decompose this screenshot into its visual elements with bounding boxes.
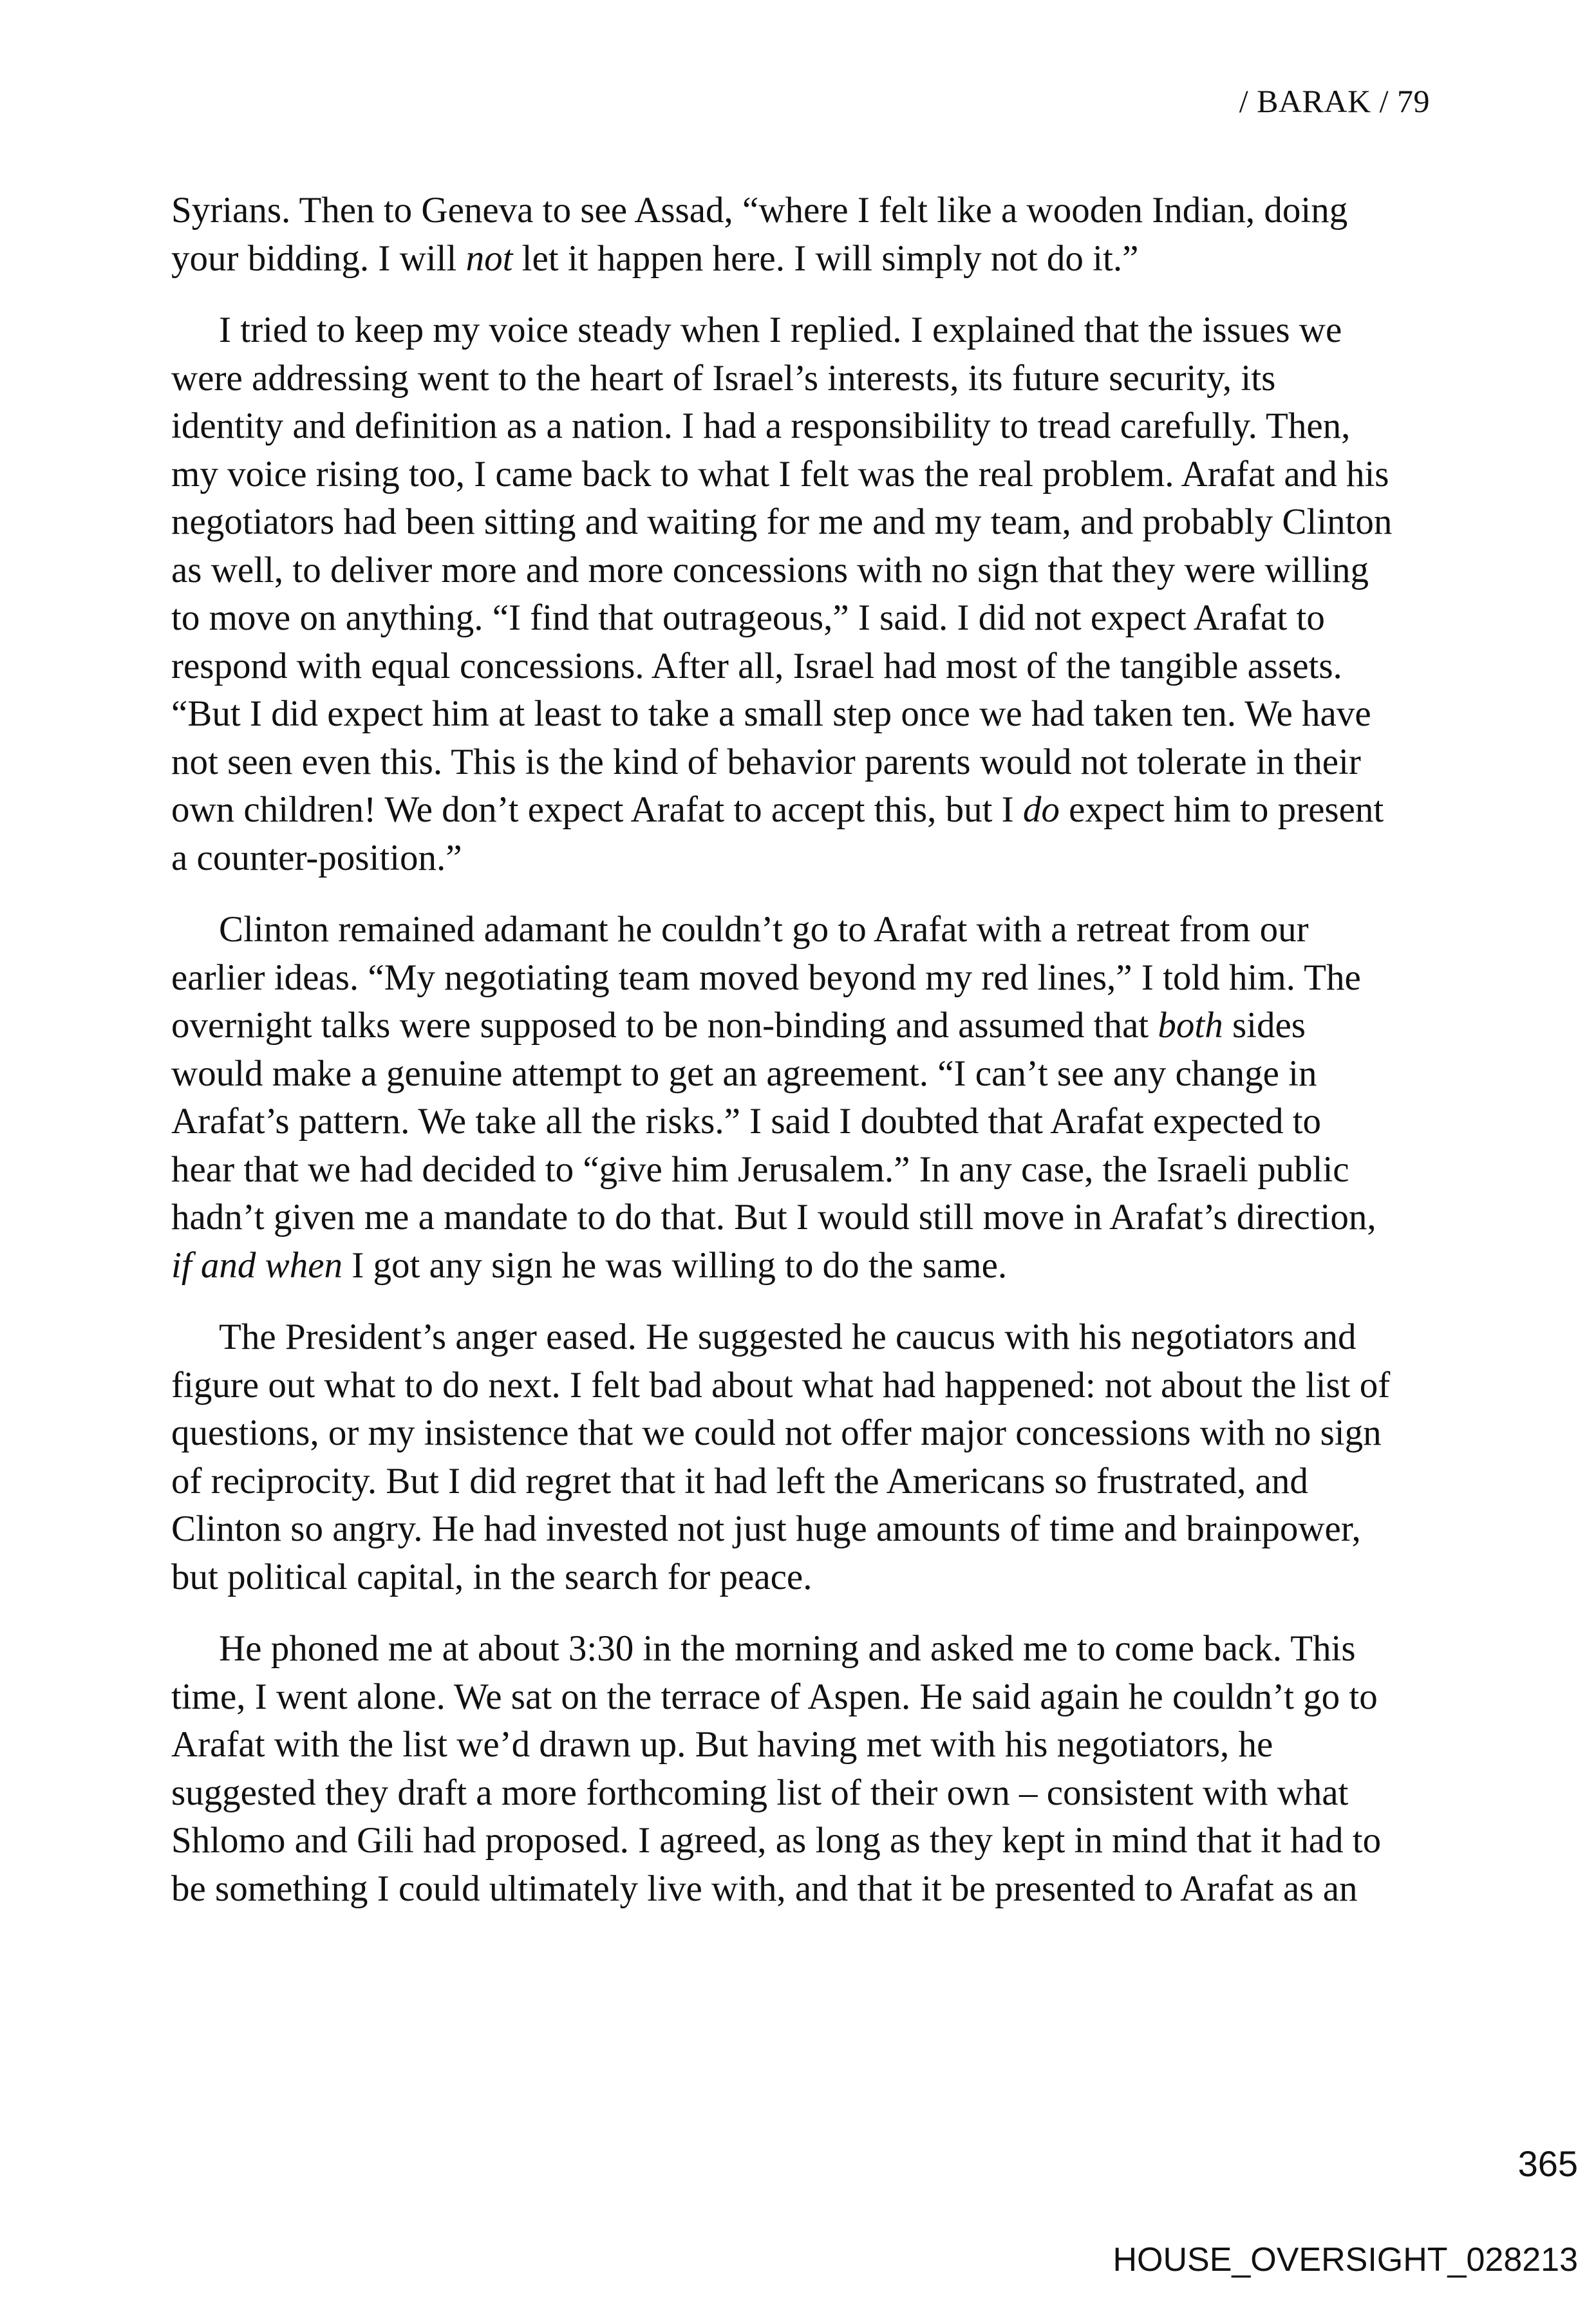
text-run: expect him to present: [1059, 789, 1384, 830]
text-line: [171, 547, 1433, 595]
text-line: [171, 738, 1433, 787]
paragraph: [171, 306, 1433, 882]
text-line: [171, 235, 1433, 283]
italic-text: do: [1022, 789, 1060, 830]
text-line: [171, 1002, 1433, 1050]
text-run: negotiators had been sitting and waiting for me and my team, and probably Clinton: [171, 502, 1393, 542]
text-run: my voice rising too, I came back to what I felt was the real problem. Arafat and his: [171, 453, 1389, 494]
text-line: [171, 594, 1433, 643]
text-line: [171, 1146, 1433, 1194]
italic-text: both: [1158, 1005, 1223, 1046]
text-run: to move on anything. “I find that outrageous,” I said. I did not expect Arafat to: [171, 597, 1325, 638]
text-line: [171, 1554, 1433, 1602]
text-run: but political capital, in the search for peace.: [171, 1556, 812, 1597]
text-run: suggested they draft a more forthcoming list of their own – consistent with what: [171, 1772, 1349, 1813]
text-run: of reciprocity. But I did regret that it had left the Americans so frustrated, and: [171, 1460, 1308, 1501]
page-number: 365: [1517, 2143, 1578, 2184]
text-run: respond with equal concessions. After all, Israel had most of the tangible assets.: [171, 645, 1342, 686]
text-line: [171, 1194, 1433, 1242]
text-line: [171, 451, 1433, 499]
text-line: [171, 1721, 1433, 1769]
text-run: earlier ideas. “My negotiating team moved beyond my red lines,” I told him. The: [171, 957, 1361, 998]
text-line: [171, 834, 1433, 883]
text-line: [171, 1050, 1433, 1098]
text-run: I got any sign he was willing to do the same.: [343, 1245, 1008, 1286]
text-run: Clinton remained adamant he couldn’t go to Arafat with a retreat from our: [219, 909, 1309, 950]
text-line: [171, 1362, 1433, 1410]
italic-text: not: [465, 238, 513, 279]
text-run: sides: [1223, 1005, 1306, 1046]
text-line: [171, 906, 1433, 954]
text-line: [171, 187, 1433, 235]
text-run: time, I went alone. We sat on the terrace of Aspen. He said again he couldn’t go to: [171, 1676, 1378, 1717]
text-line: [171, 786, 1433, 834]
paragraph: [171, 187, 1433, 283]
text-run: “But I did expect him at least to take a small step once we had taken ten. We have: [171, 693, 1371, 734]
text-run: Syrians. Then to Geneva to see Assad, “where I felt like a wooden Indian, doing: [171, 190, 1348, 230]
text-run: not seen even this. This is the kind of behavior parents would not tolerate in their: [171, 741, 1361, 782]
text-line: [171, 1625, 1433, 1673]
text-line: [171, 954, 1433, 1002]
text-run: overnight talks were supposed to be non-binding and assumed that: [171, 1005, 1158, 1046]
text-line: [171, 402, 1433, 451]
text-line: [171, 1458, 1433, 1506]
text-run: a counter-position.”: [171, 837, 462, 878]
body-text: [171, 187, 1433, 1937]
text-run: figure out what to do next. I felt bad about what had happened: not about the list of: [171, 1364, 1391, 1405]
text-run: identity and definition as a nation. I had a responsibility to tread carefully. Then,: [171, 406, 1351, 446]
text-run: own children! We don’t expect Arafat to accept this, but I: [171, 789, 1023, 830]
text-line: [171, 1865, 1433, 1913]
text-run: your bidding. I will: [171, 238, 466, 279]
text-run: The President’s anger eased. He suggested he caucus with his negotiators and: [219, 1317, 1357, 1357]
paragraph: [171, 1625, 1433, 1913]
text-line: [171, 1313, 1433, 1362]
text-line: [171, 1098, 1433, 1146]
text-run: hadn’t given me a mandate to do that. But I would still move in Arafat’s direction,: [171, 1197, 1376, 1237]
running-head: / BARAK / 79: [1239, 83, 1430, 119]
text-line: [171, 1817, 1433, 1865]
text-line: [171, 1673, 1433, 1722]
text-run: be something I could ultimately live with, and that it be presented to Arafat as an: [171, 1868, 1358, 1909]
text-run: hear that we had decided to “give him Jerusalem.” In any case, the Israeli public: [171, 1149, 1349, 1190]
text-run: let it happen here. I will simply not do it.”: [512, 238, 1139, 279]
text-run: Arafat’s pattern. We take all the risks.” I said I doubted that Arafat expected to: [171, 1101, 1322, 1142]
italic-text: if and when: [171, 1245, 343, 1286]
text-line: [171, 690, 1433, 738]
text-line: [171, 643, 1433, 691]
text-run: Arafat with the list we’d drawn up. But having met with his negotiators, he: [171, 1724, 1273, 1765]
bates-number: HOUSE_OVERSIGHT_028213: [1113, 2241, 1578, 2279]
text-run: questions, or my insistence that we could not offer major concessions with no sign: [171, 1413, 1382, 1453]
text-run: were addressing went to the heart of Israel’s interests, its future security, its: [171, 357, 1276, 399]
text-run: I tried to keep my voice steady when I replied. I explained that the issues we: [219, 310, 1342, 350]
text-run: Clinton so angry. He had invested not just huge amounts of time and brainpower,: [171, 1509, 1361, 1549]
text-line: [171, 1409, 1433, 1458]
paragraph: [171, 906, 1433, 1290]
text-line: [171, 1242, 1433, 1290]
text-line: [171, 1769, 1433, 1818]
text-line: [171, 1505, 1433, 1554]
text-run: Shlomo and Gili had proposed. I agreed, as long as they kept in mind that it had to: [171, 1820, 1382, 1861]
text-run: would make a genuine attempt to get an agreement. “I can’t see any change in: [171, 1053, 1317, 1094]
text-line: [171, 306, 1433, 355]
text-line: [171, 355, 1433, 403]
paragraph: [171, 1313, 1433, 1601]
text-line: [171, 498, 1433, 547]
text-run: He phoned me at about 3:30 in the morning and asked me to come back. This: [219, 1628, 1356, 1669]
text-run: as well, to deliver more and more concessions with no sign that they were willing: [171, 549, 1369, 590]
